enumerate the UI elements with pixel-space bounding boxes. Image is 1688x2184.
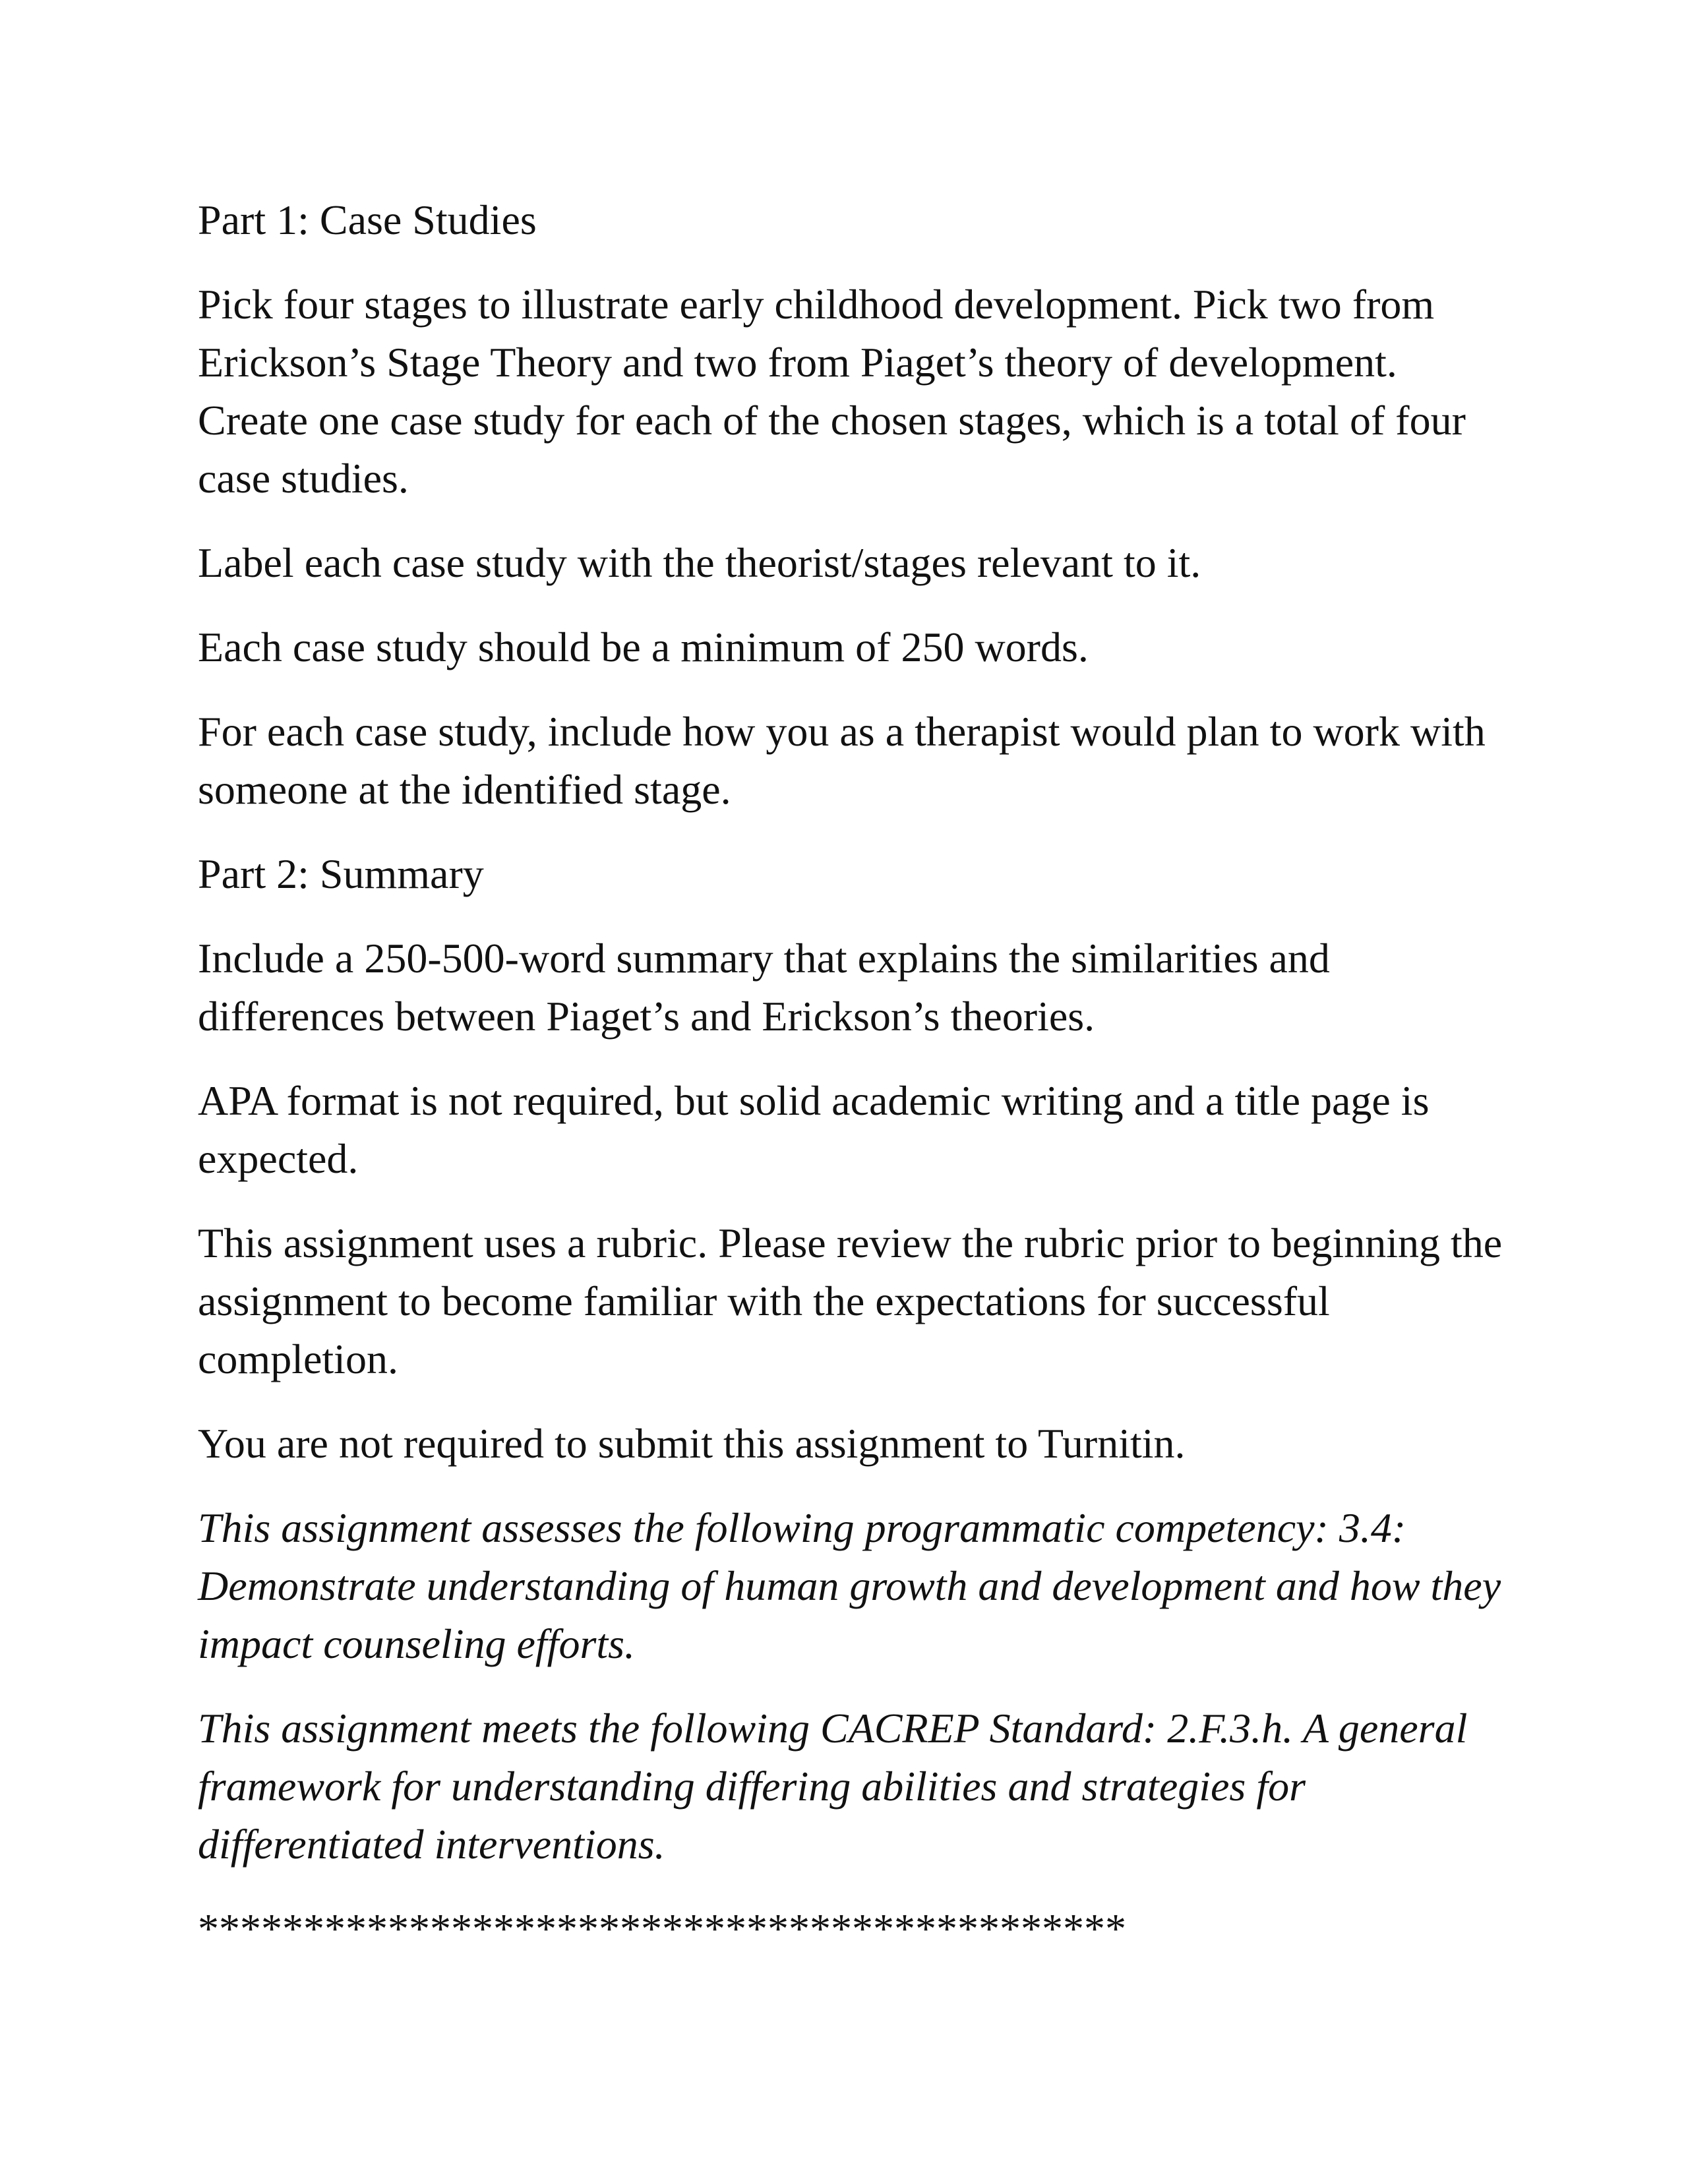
part2-heading: Part 2: Summary	[198, 850, 484, 897]
instructions-paragraph-therapist-plan: For each case study, include how you as a therapist would plan to work with someone at the identified stage.	[198, 708, 1486, 813]
instructions-paragraph-summary: Include a 250-500-word summary that explains the similarities and differences between Piaget’s and Erickson’s theories.	[198, 935, 1330, 1040]
instructions-paragraph-stages: Pick four stages to illustrate early childhood development. Pick two from Erickson’s Stage Theory and two from Piaget’s theory of development. Create one case study for each of the chosen stages, which is a total of four case studies.	[198, 281, 1466, 502]
instructions-paragraph-apa: APA format is not required, but solid academic writing and a title page is expected.	[198, 1077, 1430, 1182]
competency-statement: This assignment assesses the following programmatic competency: 3.4: Demonstrate understanding of human growth and development and how they impact counseling efforts.	[198, 1504, 1501, 1667]
part1-heading: Part 1: Case Studies	[198, 196, 537, 243]
cacrep-standard-statement: This assignment meets the following CACREP Standard: 2.F.3.h. A general framework for understanding differing abilities and strategies for differentiated interventions.	[198, 1705, 1468, 1868]
instructions-paragraph-word-minimum: Each case study should be a minimum of 250 words.	[198, 624, 1089, 670]
document-body	[198, 191, 1503, 1958]
instructions-paragraph-turnitin: You are not required to submit this assignment to Turnitin.	[198, 1420, 1186, 1467]
asterisk-separator: ********************************************	[198, 1905, 1126, 1952]
instructions-paragraph-rubric: This assignment uses a rubric. Please review the rubric prior to beginning the assignment to become familiar with the expectations for successful completion.	[198, 1220, 1503, 1382]
instructions-paragraph-label: Label each case study with the theorist/stages relevant to it.	[198, 539, 1201, 586]
